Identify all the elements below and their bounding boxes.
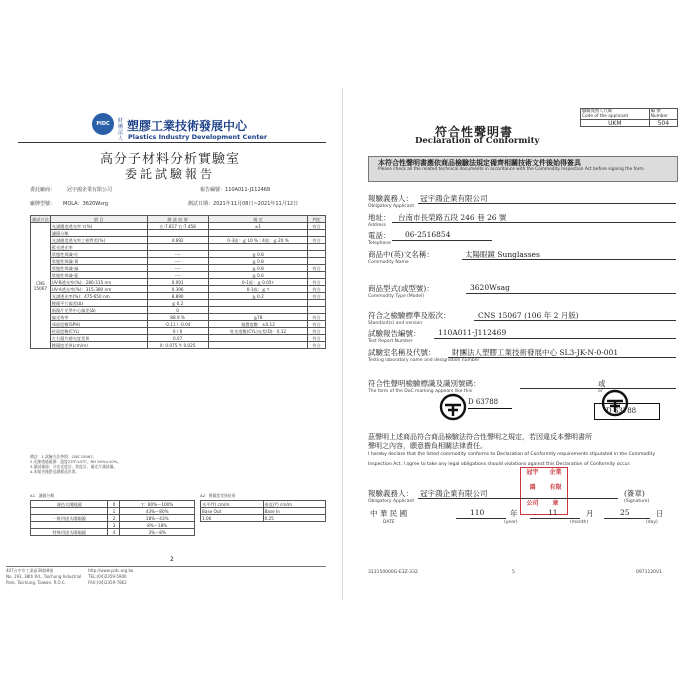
table-cell — [147, 230, 208, 237]
report-value: 110A011-J112469 — [438, 328, 507, 337]
table-cell: 0.07 — [147, 335, 208, 342]
lab-label: 試驗室名稱及代號： — [368, 348, 436, 357]
report-no-field: 報告編號：110A011-J112468 — [200, 187, 271, 193]
table-row — [31, 237, 326, 244]
day-value: 25 — [620, 508, 630, 517]
standard-label-en: Standard(s) and version — [368, 321, 423, 326]
table-row — [31, 335, 326, 342]
table-row — [31, 279, 326, 286]
table-cell: 8.890 — [147, 293, 208, 300]
table-cell: 符合 — [308, 286, 326, 293]
address-label: 地址： — [368, 213, 391, 222]
org-name: 塑膠工業技術發展中心 — [127, 119, 248, 133]
table-cell: 濾鏡分類 — [50, 230, 147, 237]
table-cell: ≧ 0.8 — [208, 258, 308, 265]
table-cell: 稜鏡平行偏差(Δ) — [50, 300, 147, 307]
table-cell: 18%～43% — [120, 515, 195, 522]
year-value: 110 — [470, 508, 485, 517]
date-label-en: DATE — [383, 520, 395, 525]
table-cell: 0 — [147, 307, 208, 314]
table-cell — [308, 307, 326, 314]
declaration-text-1: 茲聲明上述商品符合商品檢驗法符合性聲明之規定，若因違反本聲明書所 — [368, 433, 592, 441]
sign-applicant-label: 報驗義務人： — [368, 489, 413, 498]
table-cell: ---- — [147, 251, 208, 258]
table-row — [31, 244, 326, 251]
table-cell: 光譜透光率(%)：475-650 nm — [50, 293, 147, 300]
table-cell — [31, 522, 108, 529]
table-cell: 視覺度數：±0.12 — [208, 321, 308, 328]
table-cell: 0-1級：≦ 0.05τ — [208, 279, 308, 286]
table-cell: 符合 — [308, 279, 326, 286]
month-label-en: (month) — [570, 520, 589, 525]
applicant-code-box: 驗驗義務人代碼 Code of the applicant 編 號 Number UKM 504 — [580, 108, 678, 127]
table-cell: τ：80%～100% — [120, 501, 195, 508]
table-cell — [208, 342, 308, 349]
table-header-cell: 規 定 — [208, 216, 308, 223]
table-row — [31, 321, 326, 328]
table-cell: 符合 — [308, 223, 326, 230]
table-cell: 特殊用途太陽眼鏡 — [31, 529, 108, 536]
month-value: 11 — [548, 508, 558, 517]
date-prefix: 中 華 民 國 — [370, 509, 408, 518]
table-cell: 柱光度數(CYL)允差(D)：0.12 — [208, 328, 308, 335]
or-label-en: or — [598, 389, 603, 394]
table-cell: 0 / 0 — [147, 328, 208, 335]
sign-applicant-value: 冠宇鴻企業有限公司 — [420, 489, 488, 498]
table-row — [31, 293, 326, 300]
table-cell — [308, 258, 326, 265]
mark-label: 符合性聲明檢驗標識及識別號碼： — [368, 379, 481, 388]
table-cell — [308, 244, 326, 251]
table-cell — [31, 508, 108, 515]
sign-applicant-label-en: Obligatory Applicant — [368, 499, 415, 504]
table-cell: 0-1級：≦ τ — [208, 286, 308, 293]
declaration-title: 符合性聲明書 — [435, 125, 514, 139]
table-cell: 符合 — [308, 314, 326, 321]
table-cell: 符合 — [308, 293, 326, 300]
table-cell — [308, 300, 326, 307]
standard-label: 符合之檢驗標準及版次： — [368, 311, 451, 320]
table-row — [31, 508, 195, 515]
table-cell: UV-B透光率(%)：280-315 nm — [50, 279, 147, 286]
lab-underline — [448, 357, 676, 358]
table-row — [31, 342, 326, 349]
day-label-en: (day) — [646, 520, 658, 525]
declaration-text-en-1: I hereby declare that the listed commodity conforms to Declaration of Conformity requirements stipulated in the Commodity — [368, 452, 656, 457]
mark-label-en: The form of the DoC marking appears like this — [368, 389, 473, 394]
test-results-table — [30, 215, 326, 349]
table-cell — [208, 335, 308, 342]
left-footer-contact: http://www.pidc.org.tw TEL:(04)2359-5900 FAX:(04)2359-7862 — [88, 568, 134, 585]
declaration-text-2: 聲明之內容，願意擔負相關法律責任。 — [368, 442, 487, 450]
commodity-inspection-mark-icon — [438, 392, 468, 422]
sub-table-title: A1：濾鏡分類 — [30, 493, 54, 498]
month-label: 月 — [586, 509, 594, 518]
table-header-cell: 測 試 結 果 — [147, 216, 208, 223]
lab-title: 高分子材料分析實驗室 — [99, 152, 240, 167]
table-cell — [308, 272, 326, 279]
lab-value: 財團法人塑膠工業技術發展中心 SL3-JK-N-0-001 — [452, 348, 619, 357]
table-row — [31, 522, 195, 529]
lab-label-en: Testing laboratory name and designation number — [368, 358, 480, 363]
phone-label: 電話： — [368, 231, 391, 240]
report-label: 試驗報告編號： — [368, 329, 421, 338]
table-cell: 8%～18% — [120, 522, 195, 529]
year-label-en: (year) — [504, 520, 518, 525]
table-cell — [147, 244, 208, 251]
mark-id-1-underline — [468, 408, 512, 409]
test-date-field: 測試日期：2021年11月08日~2021年11月12日 — [188, 201, 299, 207]
table-cell — [208, 307, 308, 314]
table-row — [31, 314, 326, 321]
day-underline — [604, 518, 650, 519]
commodity-label: 商品中(英)文名稱： — [368, 250, 434, 259]
table-cell: ---- — [147, 272, 208, 279]
table-cell: 0.396 — [147, 286, 208, 293]
table-cell: UV-A透光率(%)：315-380 nm — [50, 286, 147, 293]
table-cell: 光譜濃度透光率之相對差(%) — [50, 237, 147, 244]
table-cell — [208, 300, 308, 307]
table-cell: 4 — [108, 529, 120, 536]
standard-value: CNS 15067 (106 年 2 月版) — [478, 311, 579, 320]
table-cell: ≧ 0.2 — [208, 293, 308, 300]
declaration-title-en: Declaration of Conformity — [415, 136, 540, 146]
table-row — [31, 230, 326, 237]
method-cell: CNS 15067 — [31, 223, 51, 349]
notice-text: 本符合性聲明書應依商品檢驗法規定備齊相關技術文件後始得簽具 — [378, 158, 581, 167]
table-cell: 狀態性辨識-紅 — [50, 251, 147, 258]
type-label: 商品型式(或型號)： — [368, 284, 434, 293]
table-cell: X: 0.075 Y: 0.025 — [147, 342, 208, 349]
table-row — [31, 265, 326, 272]
table-cell: ≧78 — [208, 314, 308, 321]
company-field: 委託廠商： 冠宇鴻企業有限公司 — [30, 187, 113, 193]
report-title: 委託試驗報告 — [124, 167, 215, 181]
mark-id-1: D 63788 — [468, 398, 499, 406]
header-divider — [18, 142, 326, 143]
table-row — [31, 529, 195, 536]
table-row — [31, 272, 326, 279]
month-underline — [530, 518, 580, 519]
table-cell: 符合 — [308, 321, 326, 328]
address-value: 台南市長榮路五段 246 巷 26 號 — [398, 213, 507, 222]
declaration-text-en-2: Inspection Act. I agree to take any legal obligations should violations against this Declaration of Conformity occur. — [368, 462, 631, 467]
table-cell: 1 — [108, 508, 120, 515]
commodity-underline — [462, 259, 676, 260]
company-seal-stamp: 冠宇 企業 鴻 有限 公司 章 — [520, 467, 568, 515]
type-value: 3620Wsag — [470, 283, 510, 292]
table-row — [31, 223, 326, 230]
table-cell: 0-3級：≦ 10 %｜4級：≦ 20 % — [208, 237, 308, 244]
org-small-label: 財團法人 — [118, 118, 124, 142]
table-row — [31, 328, 326, 335]
model-field: 廠牌型號： MOLA：3620Wsrg — [30, 201, 109, 207]
filter-category-table — [30, 500, 195, 536]
table-cell: 一般用途太陽眼鏡 — [31, 515, 108, 522]
or-label: 或 — [598, 379, 606, 388]
mark-id-2: D 63788 — [606, 407, 637, 415]
right-footer-code: 313150000G-E3Z-332 — [368, 570, 418, 575]
table-cell: 0 — [108, 501, 120, 508]
pidc-logo-icon: PIDC — [92, 113, 114, 135]
signature-label-en: (Signature) — [624, 499, 650, 504]
left-footer-address: 407台中市工業區38路8號 No. 193, 38th Rd., Taichung Industrial Park, Taichung, Taiwan, R.O.C. — [6, 568, 82, 585]
commodity-label-en: Commodity Name — [368, 260, 409, 265]
prism-result-table: 水平(Y) cm/m 垂直(Y) cm/m Base Out Base In 1.00 0.25 — [200, 500, 326, 522]
table-row — [31, 300, 326, 307]
table-cell — [308, 251, 326, 258]
signature-label: (簽章) — [624, 489, 645, 498]
table-cell: 4.692 — [147, 237, 208, 244]
table-cell: 符合 — [308, 265, 326, 272]
standard-underline — [474, 320, 676, 321]
applicant-value: 冠宇鴻企業有限公司 — [420, 194, 488, 203]
table-cell: 43%～80% — [120, 508, 195, 515]
table-cell: -0.11 / -0.04 — [147, 321, 208, 328]
table-cell: 稜鏡度差異(cm/m) — [50, 342, 147, 349]
table-cell: 狀態性辨識-藍 — [50, 272, 147, 279]
table-cell: ---- — [147, 265, 208, 272]
table-row — [31, 515, 195, 522]
table-header-cell: 項 目 — [50, 216, 147, 223]
table-cell — [208, 230, 308, 237]
left-page-number: 2 — [170, 556, 174, 563]
applicant-label: 報驗義務人： — [368, 194, 413, 203]
applicant-underline — [418, 203, 676, 204]
table-row — [31, 258, 326, 265]
table-cell: ≧ 0.8 — [208, 251, 308, 258]
table-row — [31, 251, 326, 258]
footer-divider — [6, 566, 326, 567]
table-header-row — [31, 216, 326, 223]
report-notes: 備註：1.試驗方法參照：CNS 15067。 2.光線透過量測：溫度23℃±5℃，RH 50%±10%。 3.測試儀器：分光光度計、焦度計、偏光片測試儀。 4.本報告僅對送測樣品負責。 — [30, 454, 122, 474]
table-row — [31, 286, 326, 293]
type-label-en: Commodity Type (Model) — [368, 294, 425, 299]
table-cell: 2 — [108, 515, 120, 522]
table-header-cell: 判定 — [308, 216, 326, 223]
table-cell: 左右鏡片總光度差異 — [50, 335, 147, 342]
year-underline — [456, 518, 506, 519]
table-cell: 3 — [108, 522, 120, 529]
table-cell: 狀態性辨識-黃 — [50, 258, 147, 265]
table-cell: 符合 — [308, 237, 326, 244]
sign-underline — [418, 498, 618, 499]
table-cell: 藍光透光率 — [50, 244, 147, 251]
table-cell: 3%～8% — [120, 529, 195, 536]
table-cell: 狀態性辨識-綠 — [50, 265, 147, 272]
table-cell: 球面度數(SPH) — [50, 321, 147, 328]
sub-table-right-title: A2：稜鏡度差異結果 — [200, 493, 236, 498]
table-cell — [208, 244, 308, 251]
table-cell: 兩鏡片光學中心偏差(Δ) — [50, 307, 147, 314]
right-footer-version: 0971120V1 — [636, 570, 662, 575]
address-label-en: Address — [368, 223, 386, 228]
table-cell: ≦ 0.2 — [147, 300, 208, 307]
table-cell — [308, 230, 326, 237]
right-page-number: 5 — [512, 570, 515, 575]
notice-text-en: Please check all the related technical documents in accordance with the Commodity Inspection Act before signing the form. — [378, 167, 645, 172]
applicant-label-en: Obligatory Applicant — [368, 204, 415, 209]
day-label: 日 — [656, 509, 664, 518]
type-underline — [466, 293, 676, 294]
org-name-en: Plastics Industry Development Center — [128, 133, 268, 141]
table-cell: 符合 — [308, 342, 326, 349]
address-underline — [392, 222, 676, 223]
commodity-value: 太陽眼鏡 Sunglasses — [465, 250, 540, 259]
table-cell: ---- — [147, 258, 208, 265]
table-cell: 符合 — [308, 335, 326, 342]
table-cell: 柱面度數(CYL) — [50, 328, 147, 335]
table-cell: ≧ 0.6 — [208, 272, 308, 279]
table-cell: 偏光效率 — [50, 314, 147, 321]
table-cell: 符合 — [308, 328, 326, 335]
table-cell: 0.091 — [147, 279, 208, 286]
table-cell: 光譜濃度透光率 τ(%) — [50, 223, 147, 230]
table-cell: 淺色太陽眼鏡 — [31, 501, 108, 508]
phone-underline — [392, 240, 492, 241]
table-row — [31, 307, 326, 314]
phone-value: 06-2516854 — [405, 230, 451, 239]
table-cell: ≧ 0.8 — [208, 265, 308, 272]
report-underline — [434, 338, 676, 339]
table-cell: 左:7.817 右:7.458 — [147, 223, 208, 230]
report-label-en: Test Report Number — [368, 339, 413, 344]
table-header-cell: 測試方法 — [32, 216, 49, 222]
phone-label-en: Telephone — [368, 241, 391, 246]
year-label: 年 — [510, 509, 518, 518]
table-cell: 88.9 % — [147, 314, 208, 321]
table-row — [31, 501, 195, 508]
table-cell: ≥1 — [208, 223, 308, 230]
